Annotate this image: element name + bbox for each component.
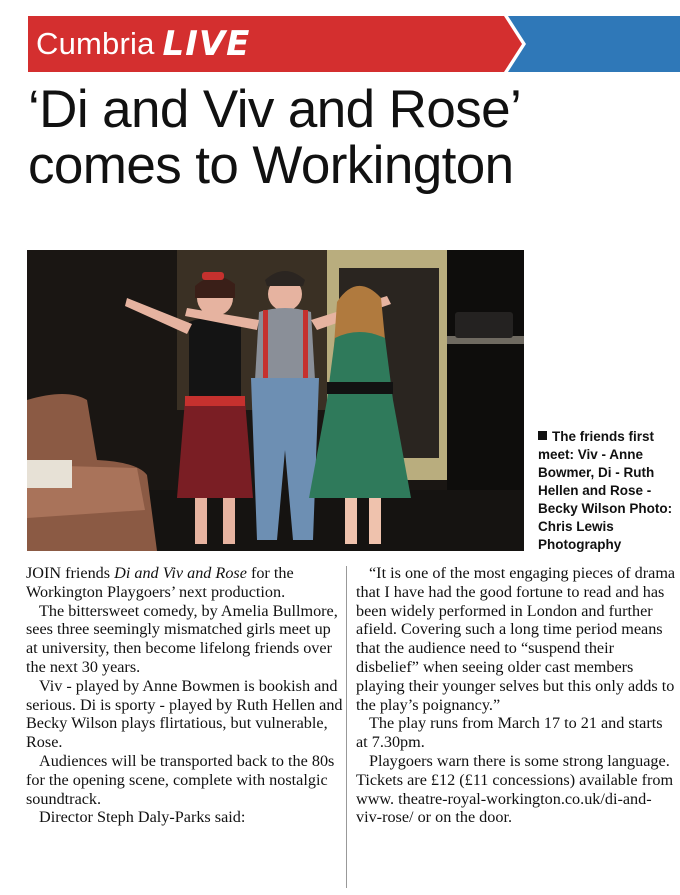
photo-caption-text: The friends first meet: Viv - Anne Bowmer, Di - Ruth Hellen and Rose - Becky Wilson Photo: Chris Lewis Photography <box>538 429 673 552</box>
column-divider <box>346 566 347 888</box>
headline-line-1: ‘Di and Viv and Rose’ <box>28 80 522 139</box>
article-paragraph: Playgoers warn there is some strong language. Tickets are £12 (£11 concessions) available from www. theatre-royal-workington.co.uk/di-and-viv-rose/ or on the door. <box>356 751 674 827</box>
caption-bullet-icon <box>538 431 547 440</box>
article-paragraph: The play runs from March 17 to 21 and starts at 7.30pm. <box>356 714 663 752</box>
article-headline <box>28 82 668 194</box>
article-column-right <box>356 564 676 827</box>
article-photo <box>27 250 524 551</box>
article-paragraph: Audiences will be transported back to the 80s for the opening scene, complete with nostalgic soundtrack. <box>26 751 335 808</box>
article-paragraph <box>26 564 344 602</box>
brand-name: Cumbria <box>36 26 155 61</box>
paragraph-lead: JOIN friends <box>26 564 115 582</box>
article-paragraph: The bittersweet comedy, by Amelia Bullmore, sees three seemingly mismatched girls meet up at university, then become lifelong friends over the next 30 years. <box>26 601 338 676</box>
play-title: Di and Viv and Rose <box>114 564 247 582</box>
article-paragraph: “It is one of the most engaging pieces of drama that I have had the good fortune to read and has been widely performed in London and further afield. Covering such a long time period means that the audience need to “suspend their disbelief” when seeing older cast members playing their younger selves but this only adds to the play’s poignancy.” <box>356 564 676 714</box>
stage-photo-illustration <box>27 250 524 551</box>
article-paragraph: Viv - played by Anne Bowmen is bookish and serious. Di is sporty - played by Ruth Hellen and Becky Wilson plays flirtatious, but vulnerable, Rose. <box>26 676 343 752</box>
paragraph-rest: for the Workington Playgoers’ next production. <box>26 564 294 601</box>
masthead-banner <box>28 16 680 72</box>
headline-line-2: comes to Workington <box>28 136 514 195</box>
article-paragraph: Director Steph Daly-Parks said: <box>39 808 246 827</box>
article-column-left <box>26 564 344 827</box>
brand-logo <box>36 22 250 66</box>
photo-caption <box>538 428 678 554</box>
brand-live-wordmark: LIVE <box>162 24 251 64</box>
